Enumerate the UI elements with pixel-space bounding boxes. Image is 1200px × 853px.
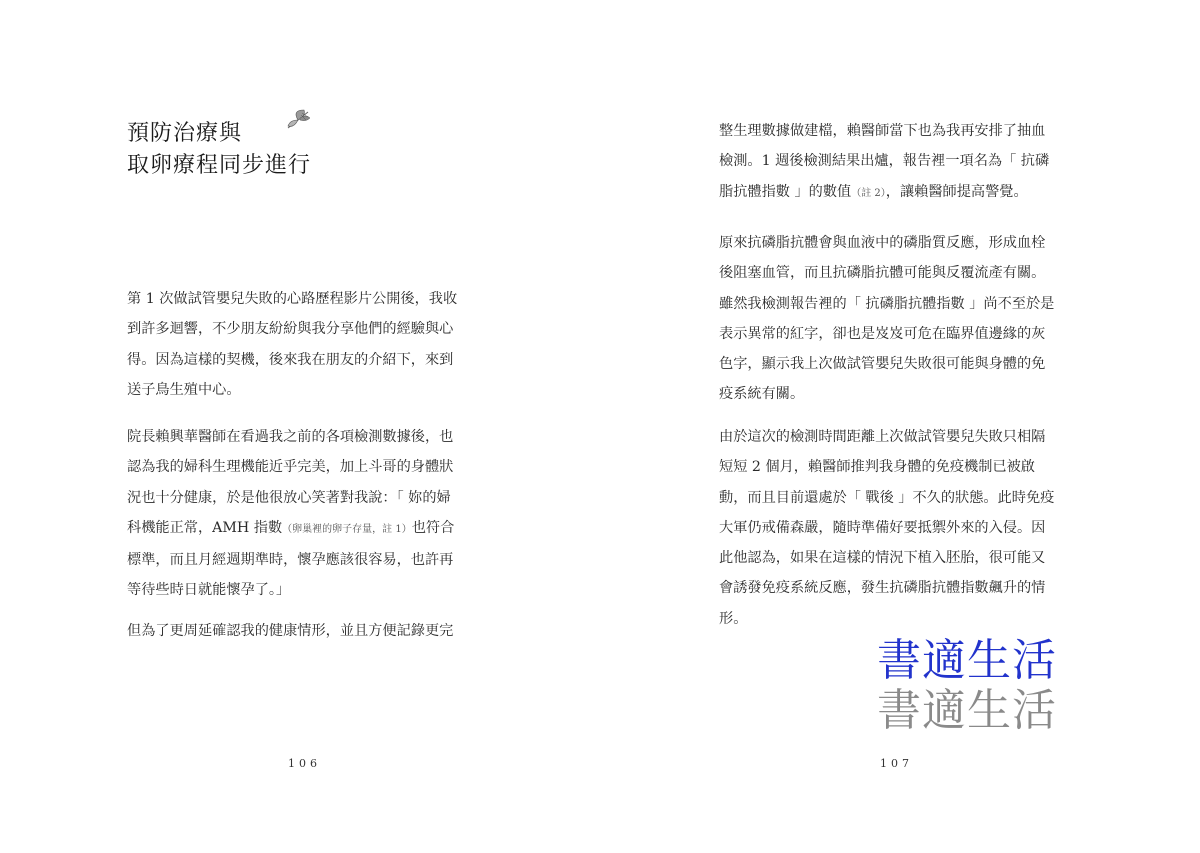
text-line: 送子鳥生殖中心。 <box>127 381 241 398</box>
text-line: 但為了更周延確認我的健康情形，並且方便記錄更完 <box>127 623 454 639</box>
text-line: 標準，而且月經週期準時，懷孕應該很容易，也許再 <box>127 552 454 569</box>
footnote-reference: （註 2） <box>851 187 886 199</box>
watermark-logo-blue: 書適生活 <box>877 635 1057 686</box>
text-line: 等待些時日就能懷孕了。」 <box>127 582 291 599</box>
text-line: 動，而且目前還處於「 戰後 」不久的狀態。此時免疫 <box>719 489 1055 506</box>
chapter-title-line-1: 預防治療與 <box>127 121 243 146</box>
paragraph-5 <box>719 228 1071 410</box>
footnote-reference: （卵巢裡的卵子存量，註 1） <box>282 523 412 535</box>
text-line: 原來抗磷脂抗體會與血液中的磷脂質反應，形成血栓 <box>719 235 1046 251</box>
paragraph-1 <box>127 284 479 405</box>
text-line: 後阻塞血管，而且抗磷脂抗體可能與反覆流產有關。 <box>719 265 1046 282</box>
text-line: 短短 2 個月，賴醫師推判我身體的免疫機制已被啟 <box>719 459 1035 476</box>
text-line: 檢測。1 週後檢測結果出爐，報告裡一項名為「 抗磷 <box>719 153 1050 170</box>
page-number: 106 <box>288 757 321 770</box>
text-line: 況也十分健康，於是他很放心笑著對我說：「 妳的婦 <box>127 489 451 506</box>
text-line: 由於這次的檢測時間距離上次做試管嬰兒失敗只相隔 <box>719 429 1046 445</box>
watermark-logo-gray: 書適生活 <box>877 685 1057 736</box>
text-line: 整生理數據做建檔，賴醫師當下也為我再安排了抽血 <box>719 123 1046 139</box>
text-line: 認為我的婦科生理機能近乎完美，加上斗哥的身體狀 <box>127 459 454 476</box>
paragraph-6 <box>719 422 1071 634</box>
text-line: ，讓賴醫師提高警覺。 <box>885 183 1028 200</box>
text-line: 院長賴興華醫師在看過我之前的各項檢測數據後，也 <box>127 429 454 445</box>
paragraph-4 <box>719 116 1071 209</box>
text-line: 色字，顯示我上次做試管嬰兒失敗很可能與身體的免 <box>719 356 1046 373</box>
text-line: 大軍仍戒備森嚴，隨時準備好要抵禦外來的入侵。因 <box>719 519 1046 536</box>
text-line: 脂抗體指數 」的數值 <box>719 183 852 200</box>
text-line: 會誘發免疫系統反應，發生抗磷脂抗體指數飆升的情 <box>719 580 1046 597</box>
text-line: 表示異常的紅字，卻也是岌岌可危在臨界值邊緣的灰 <box>719 325 1046 342</box>
text-line: 第 1 次做試管嬰兒失敗的心路歷程影片公開後，我收 <box>127 291 458 307</box>
text-line: 此他認為，如果在這樣的情況下植入胚胎，很可能又 <box>719 550 1046 567</box>
text-line: 疫系統有關。 <box>719 386 805 403</box>
paragraph-3 <box>127 616 479 646</box>
paragraph-2 <box>127 422 479 606</box>
text-line: 也符合 <box>411 519 455 536</box>
page-number: 107 <box>880 757 913 770</box>
text-line: 到許多迴響，不少朋友紛紛與我分享他們的經驗與心 <box>127 321 454 338</box>
text-line: 雖然我檢測報告裡的「 抗磷脂抗體指數 」尚不至於是 <box>719 295 1055 312</box>
butterfly-icon <box>284 108 312 132</box>
text-line: 科機能正常，AMH 指數 <box>127 519 283 536</box>
chapter-title-line-2: 取卵療程同步進行 <box>127 153 312 178</box>
text-line: 得。因為這樣的契機，後來我在朋友的介紹下，來到 <box>127 351 454 368</box>
text-line: 形。 <box>719 610 748 627</box>
